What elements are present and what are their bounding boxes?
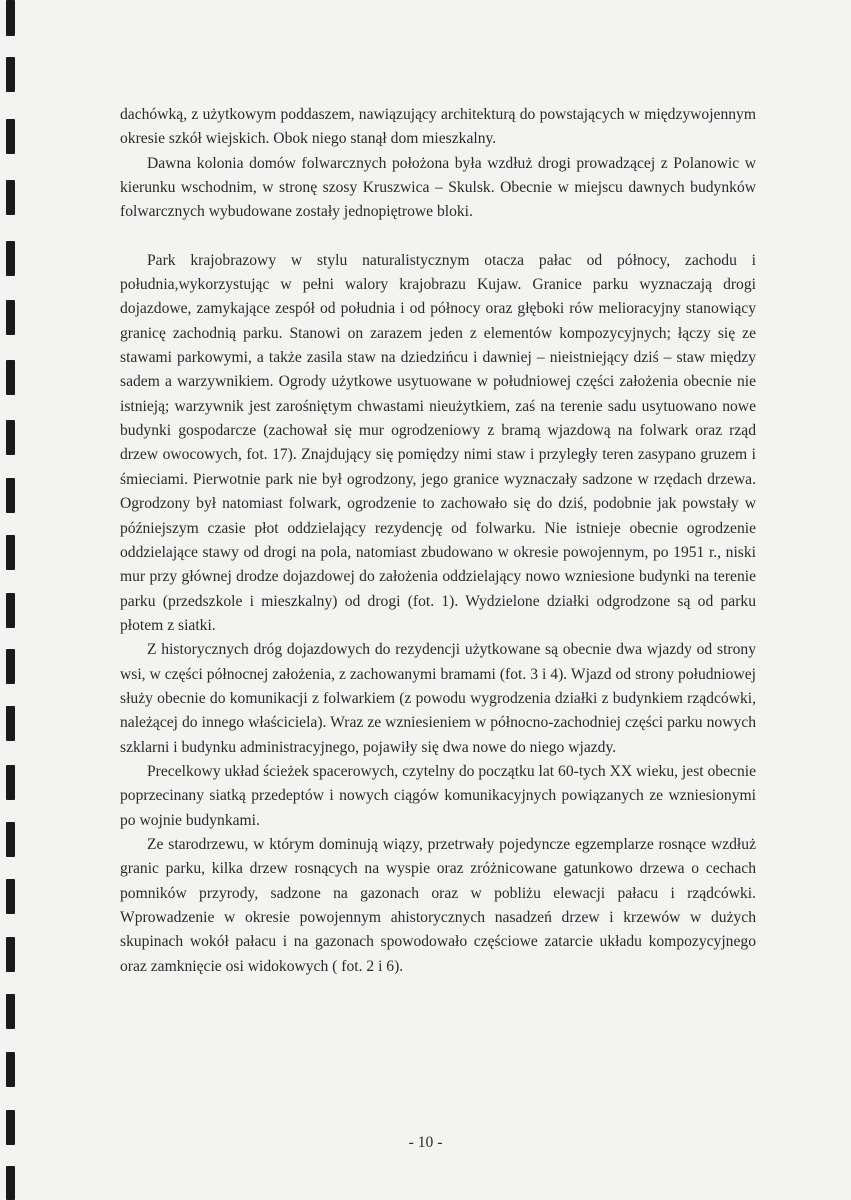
binding-hole	[6, 535, 15, 570]
binding-hole	[6, 1166, 15, 1200]
binding-hole	[6, 649, 15, 684]
binding-hole	[6, 300, 15, 335]
paragraph: Z historycznych dróg dojazdowych do rezydencji użytkowane są obecnie dwa wjazdy od strony wsi, w części północnej założenia, z zachowanymi bramami (fot. 3 i 4). Wjazd od strony południowej służy obecnie do komunikacji z folwarkiem (z powodu wygrodzenia działki z budynkiem rządcówki, należącej do innego właściciela). Wraz ze wzniesieniem w północno-zachodniej części parku nowych szklarni i budynku administracyjnego, pojawiły się dwa nowe do niego wjazdy.	[120, 641, 756, 756]
binding-hole	[6, 360, 15, 395]
binding-hole	[6, 1052, 15, 1087]
binding-hole	[6, 937, 15, 972]
binding-hole	[6, 994, 15, 1029]
binding-hole	[6, 822, 15, 857]
binding-hole	[6, 765, 15, 800]
paragraph-gap	[120, 225, 756, 249]
paragraph: Precelkowy układ ścieżek spacerowych, czytelny do początku lat 60-tych XX wieku, jest obecnie poprzecinany siatką przedeptów i nowych ciągów komunikacyjnych powiązanych ze wzniesionymi po wojnie budynkami.	[120, 762, 756, 829]
binding-hole	[6, 119, 15, 154]
binding-hole	[6, 241, 15, 276]
binding-hole	[6, 879, 15, 914]
binding-holes	[0, 0, 30, 1200]
paragraph: Ze starodrzewu, w którym dominują wiązy, przetrwały pojedyncze egzemplarze rosnące wzdłuż granic parku, kilka drzew rosnących na wyspie oraz zróżnicowane gatunkowo drzewa o cechach pomników przyrody, sadzone na gazonach oraz w pobliżu elewacji pałacu i rządcówki. Wprowadzenie w okresie powojennym ahistorycznych nasadzeń drzew i krzewów w dużych skupinach wokół pałacu i na gazonach spowodowało częściowe zatarcie układu kompozycyjnego oraz zamknięcie osi widokowych ( fot. 2 i 6).	[120, 835, 756, 975]
binding-hole	[6, 706, 15, 741]
binding-hole	[6, 478, 15, 513]
binding-hole	[6, 0, 15, 36]
binding-hole	[6, 57, 15, 92]
paragraph: Dawna kolonia domów folwarcznych położona była wzdłuż drogi prowadzącej z Polanowic w kierunku wschodnim, w stronę szosy Kruszwica – Skulsk. Obecnie w miejscu dawnych budynków folwarcznych wybudowane zostały jednopiętrowe bloki.	[120, 154, 756, 221]
paragraph: dachówką, z użytkowym poddaszem, nawiązujący architekturą do powstających w międzywojennym okresie szkół wiejskich. Obok niego stanął dom mieszkalny.	[120, 106, 756, 148]
body-text	[120, 103, 756, 979]
paragraph: Park krajobrazowy w stylu naturalistycznym otacza pałac od północy, zachodu i południa,wykorzystując w pełni walory krajobrazu Kujaw. Granice parku wyznaczają drogi dojazdowe, zamykające zespół od południa i od północy oraz głęboki rów melioracyjny stanowiący granicę zachodnią parku. Stanowi on zarazem jeden z elementów kompozycyjnych; łączy się ze stawami parkowymi, a także zasila staw na dziedzińcu i dawniej – nieistniejący dziś – staw między sadem a warzywnikiem. Ogrody użytkowe usytuowane w południowej części założenia obecnie nie istnieją; warzywnik jest zarośniętym chwastami nieużytkiem, zaś na terenie sadu usytuowano nowe budynki gospodarcze (zachował się mur ogrodzeniowy z bramą wjazdową na folwark oraz rząd drzew owocowych, fot. 17). Znajdujący się pomiędzy nimi staw i przyległy teren zasypano gruzem i śmieciami. Pierwotnie park nie był ogrodzony, jego granice wyznaczały sadzone w rzędach drzewa. Ogrodzony był natomiast folwark, ogrodzenie to zachowało się do dziś, podobnie jak powstały w późniejszym czasie płot oddzielający rezydencję od folwarku. Nie istnieje obecnie ogrodzenie oddzielające stawy od drogi na pola, natomiast zbudowano w okresie powojennym, po 1951 r., niski mur przy głównej drodze dojazdowej do założenia oddzielający nowo wzniesione budynki na terenie parku (przedszkole i mieszkalny) od drogi (fot. 1). Wydzielone działki odgrodzone są od parku płotem z siatki.	[120, 251, 756, 634]
binding-hole	[6, 180, 15, 215]
page-number: - 10 -	[408, 1134, 443, 1151]
binding-hole	[6, 420, 15, 455]
binding-hole	[6, 593, 15, 628]
